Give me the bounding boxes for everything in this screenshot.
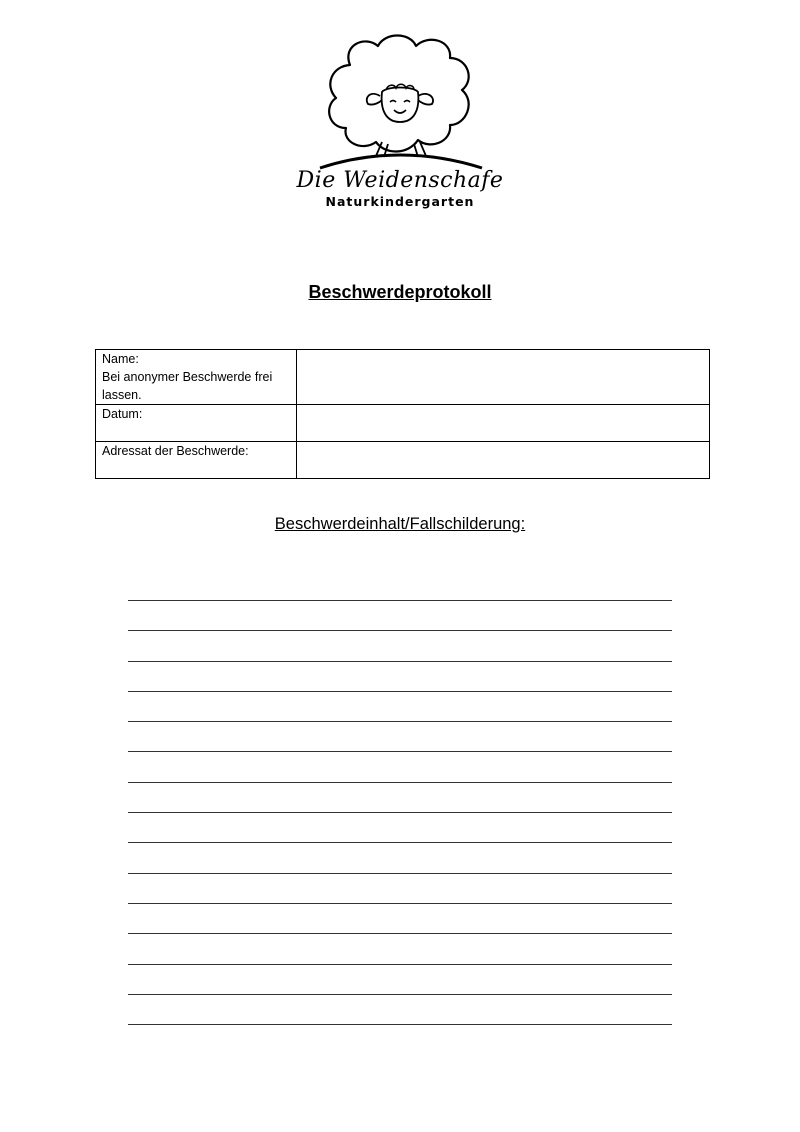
name-label: Name: [102,352,139,366]
table-row [96,405,710,442]
writing-line[interactable] [128,1024,672,1025]
addressee-field[interactable] [297,442,710,479]
writing-line[interactable] [128,842,672,843]
section-title: Beschwerdeinhalt/Fallschilderung: [274,515,526,533]
name-hint: Bei anonymer Beschwerde frei lassen. [102,370,273,402]
logo-title: Die Weidenschafe [296,168,504,193]
writing-line[interactable] [128,994,672,995]
table-row [96,350,710,405]
writing-line[interactable] [128,903,672,904]
table-row [96,442,710,479]
name-field[interactable] [297,350,710,405]
writing-line[interactable] [128,751,672,752]
name-label-cell [96,350,297,405]
writing-line[interactable] [128,630,672,631]
complaint-info-table [95,349,710,479]
writing-line[interactable] [128,600,672,601]
date-label: Datum: [96,405,297,442]
page-title: Beschwerdeprotokoll [308,282,492,302]
sheep-icon [290,30,510,170]
logo-subtitle: Naturkindergarten [325,194,475,209]
writing-line[interactable] [128,782,672,783]
writing-line[interactable] [128,721,672,722]
addressee-label: Adressat der Beschwerde: [96,442,297,479]
writing-line[interactable] [128,873,672,874]
date-field[interactable] [297,405,710,442]
writing-line[interactable] [128,661,672,662]
writing-line[interactable] [128,933,672,934]
kindergarten-logo [290,30,510,220]
writing-line[interactable] [128,691,672,692]
writing-line[interactable] [128,964,672,965]
writing-lines [128,600,672,1054]
writing-line[interactable] [128,812,672,813]
